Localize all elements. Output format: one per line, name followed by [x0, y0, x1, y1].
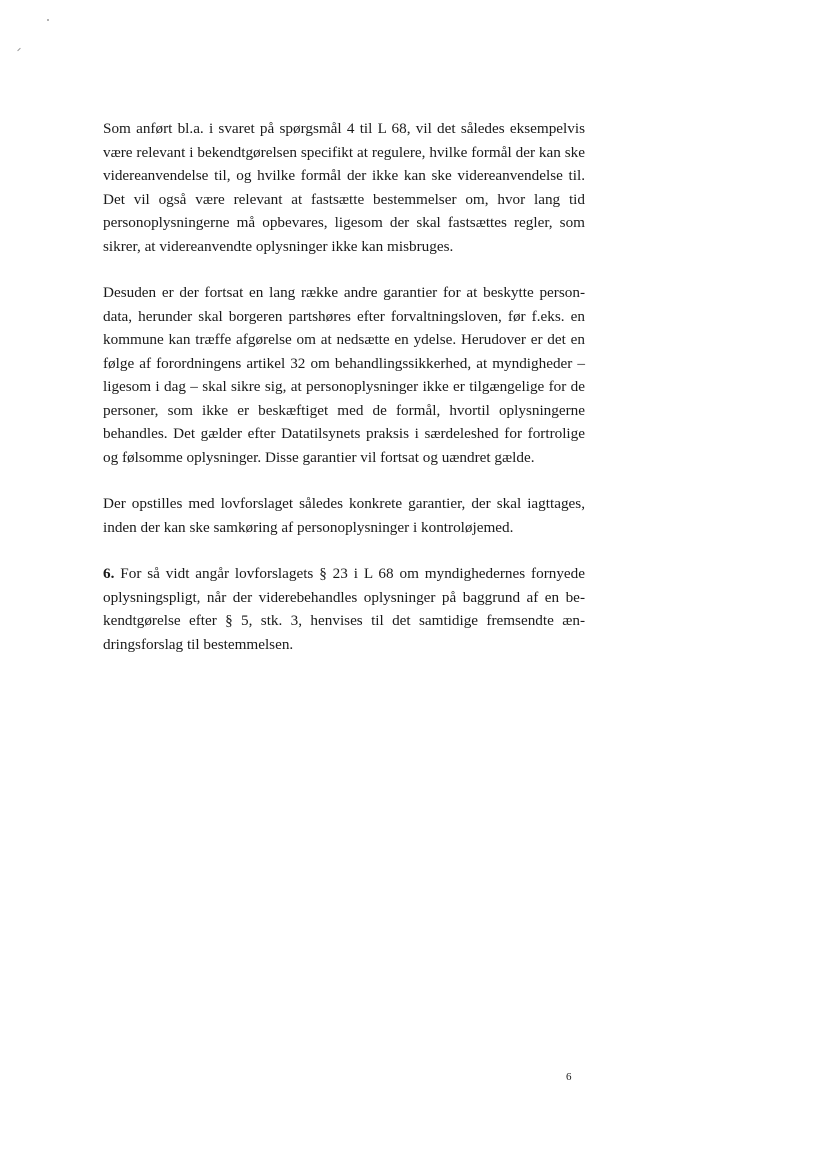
paragraph-2	[103, 281, 585, 469]
paragraph-text: Desuden er der fortsat en lang række andre garantier for at beskytte persondata, herunder skal borgeren partshøres efter forvaltningsloven, før f.eks. en kommune kan træffe afgørelse om at nedsætte en ydelse. Herudover er det en følge af forordningens artikel 32 om behandlingssikkerhed, at myndigheder – ligesom i dag – skal sikre sig, at personoplysninger ikke er tilgængelige for de personer, som ikke er beskæftiget med de formål, hvortil oplysningerne behandles. Det gælder efter Datatilsynets praksis i særdeleshed for fortrolige og følsomme oplysninger. Disse garantier vil fortsat og uændret gælde.	[103, 284, 585, 466]
paragraph-number: 6.	[103, 565, 115, 582]
paragraph-1	[103, 117, 585, 258]
paragraph-text: Der opstilles med lovforslaget således konkrete garantier, der skal iagttages, inden der kan ske samkøring af personoplysninger i kontroløjemed.	[103, 495, 585, 536]
page-number: 6	[566, 1071, 572, 1083]
paragraph-text: For så vidt angår lovforslagets § 23 i L 68 om myndighedernes fornyede oplysningspligt, når der viderebehandles oplysninger på baggrund af en bekendtgørelse efter § 5, stk. 3, henvises til det samtidige fremsendte ændringsforslag til bestemmelsen.	[103, 565, 586, 653]
document-body	[103, 117, 585, 679]
scan-speck	[47, 19, 49, 21]
scan-speck	[17, 48, 21, 52]
paragraph-4	[103, 562, 585, 656]
paragraph-text: Som anført bl.a. i svaret på spørgsmål 4 til L 68, vil det således eksempelvis være relevant i bekendtgørelsen specifikt at regulere, hvilke formål der kan ske videreanvendelse til, og hvilke formål der ikke kan ske videreanvendelse til. Det vil også være relevant at fastsætte bestemmelser om, hvor lang tid personoplysningerne må opbevares, ligesom der skal fastsættes regler, som sikrer, at videreanvendte oplysninger ikke kan misbruges.	[103, 120, 585, 255]
paragraph-3	[103, 492, 585, 539]
